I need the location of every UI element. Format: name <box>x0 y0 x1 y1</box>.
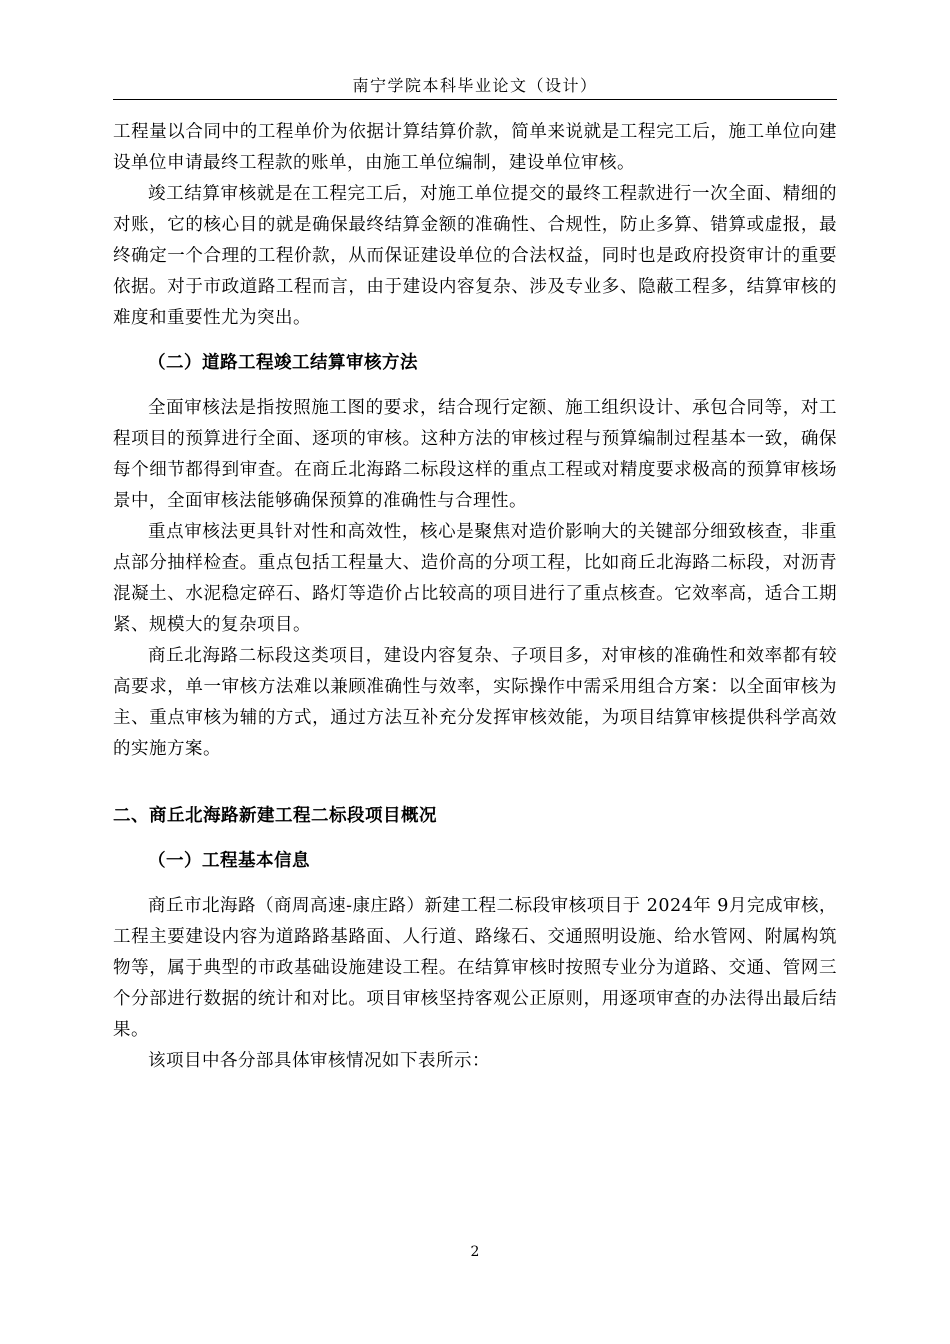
paragraph-key-review: 重点审核法更具针对性和高效性，核心是聚焦对造价影响大的关键部分细致核查，非重点部分抽样检查。重点包括工程量大、造价高的分项工程，比如商丘北海路二标段，对沥青混凝土、水泥稳定碎石、路灯等造价占比较高的项目进行了重点核查。它效率高，适合工期紧、规模大的复杂项目。 <box>113 522 837 635</box>
subsection-heading-review-methods: （二）道路工程竣工结算审核方法 <box>148 353 418 373</box>
subsection-heading-basic-info: （一）工程基本信息 <box>148 851 310 871</box>
running-header: 南宁学院本科毕业论文（设计） <box>352 76 598 95</box>
header-rule <box>113 99 837 100</box>
spacer <box>113 877 837 891</box>
section-heading-project-overview: 二、商丘北海路新建工程二标段项目概况 <box>113 806 437 826</box>
paragraph-table-intro: 该项目中各分部具体审核情况如下表所示： <box>148 1051 490 1071</box>
spacer <box>113 832 837 846</box>
spacer <box>113 765 837 801</box>
body-text <box>113 117 837 1077</box>
page-number: 2 <box>470 1244 480 1260</box>
spacer <box>113 379 837 393</box>
paragraph-combined-approach: 商丘北海路二标段这类项目，建设内容复杂、子项目多，对审核的准确性和效率都有较高要求，单一审核方法难以兼顾准确性与效率，实际操作中需采用组合方案：以全面审核为主、重点审核为辅的方式，通过方法互补充分发挥审核效能，为项目结算审核提供科学高效的实施方案。 <box>113 646 837 759</box>
spacer <box>113 334 837 348</box>
paragraph-full-review: 全面审核法是指按照施工图的要求，结合现行定额、施工组织设计、承包合同等，对工程项目的预算进行全面、逐项的审核。这种方法的审核过程与预算编制过程基本一致，确保每个细节都得到审查。在商丘北海路二标段这样的重点工程或对精度要求极高的预算审核场景中，全面审核法能够确保预算的准确性与合理性。 <box>113 398 837 511</box>
paragraph-settlement-review: 竣工结算审核就是在工程完工后，对施工单位提交的最终工程款进行一次全面、精细的对账，它的核心目的就是确保最终结算金额的准确性、合规性，防止多算、错算或虚报，最终确定一个合理的工程价款，从而保证建设单位的合法权益，同时也是政府投资审计的重要依据。对于市政道路工程而言，由于建设内容复杂、涉及专业多、隐蔽工程多，结算审核的难度和重要性尤为突出。 <box>113 184 837 328</box>
paragraph-project-info: 商丘市北海路（商周高速-康庄路）新建工程二标段审核项目于 2024年 9月完成审核，工程主要建设内容为道路路基路面、人行道、路缘石、交通照明设施、给水管网、附属构筑物等，属于典型的市政基础设施建设工程。在结算审核时按照专业分为道路、交通、管网三个分部进行数据的统计和对比。项目审核坚持客观公正原则，用逐项审查的办法得出最后结果。 <box>113 896 837 1040</box>
paragraph-continuation: 工程量以合同中的工程单价为依据计算结算价款，简单来说就是工程完工后，施工单位向建设单位申请最终工程款的账单，由施工单位编制，建设单位审核。 <box>113 122 837 173</box>
